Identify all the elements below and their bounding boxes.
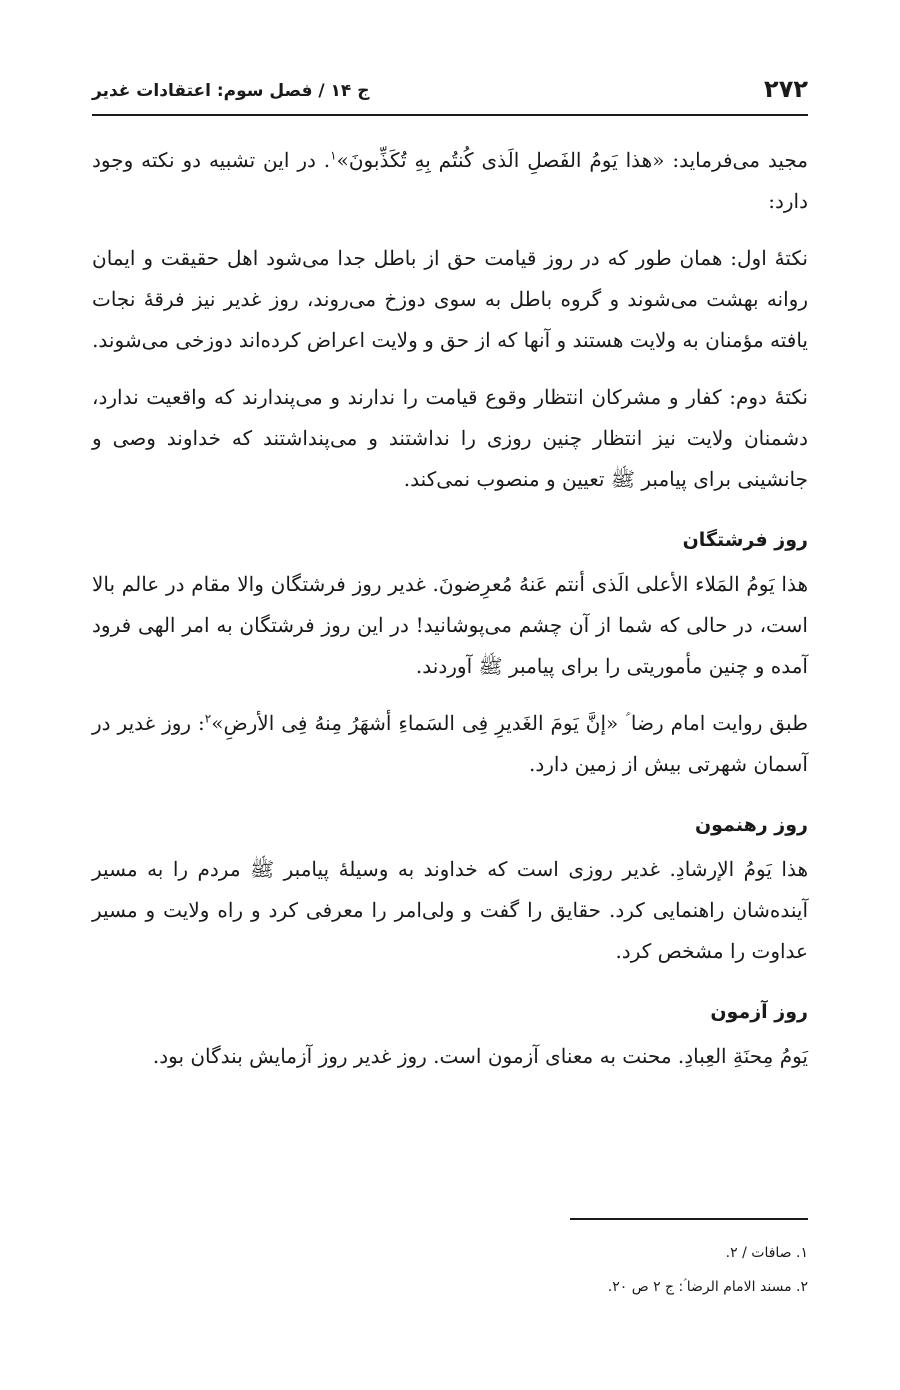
footnote-ref-2[interactable]: ۲ [204,711,212,726]
footnote-ref-1[interactable]: ۱ [330,148,337,163]
footnote-2: ۲. مسند الامام الرضا ؑ: ج ۲ ص ۲۰. [607,1279,808,1295]
paragraph-guidance-day: هذا یَومُ الإرشادِ. غدیر روزی است که خداوند به وسیلهٔ پیامبر ﷺ مردم را به مسیر آینده‌شان راهنمایی کرد. حقایق را گفت و ولی‌امر را معرفی کرد و راه ولایت و مسیر عداوت را مشخص کرد. [92,857,808,963]
paragraph-angels-day: هذا یَومُ المَلاء الأعلی الَذی أنتم عَنهُ مُعرِضونَ. غدیر روز فرشتگان والا مقام در عالم بالا است، در حالی که شما از آن چشم می‌پوشانید! در این روز فرشتگان به امر الهی فرود آمده و چنین مأموریتی را برای پیامبر ﷺ آوردند. [92,572,808,678]
footnotes [92,1236,808,1304]
footnote-divider [570,1218,808,1220]
section-heading-angels-day: روز فرشتگان [682,529,808,551]
page-content [92,140,808,1077]
page-number: ۲۷۲ [764,75,808,103]
book-page [92,0,808,1390]
section-heading-test-day: روز آزمون [710,1001,808,1023]
paragraph-point-one: نکتهٔ اول: همان طور که در روز قیامت حق از باطل جدا می‌شود اهل حقیقت و ایمان روانه بهشت می‌شوند و گروه باطل به سوی دوزخ می‌روند، روز غدیر نیز فرقهٔ نجات یافته مؤمنان به ولایت هستند و آنها که از حق و ولایت اعراض کرده‌اند دوزخی می‌شوند. [92,246,808,352]
paragraph-intro: مجید می‌فرماید: «هذا یَومُ الفَصلِ الَذی کُنتُم بِهِ تُکَذِّبونَ»$^۱$. در این تشبیه دو نکته وجود دارد: [92,148,809,213]
paragraph-point-two: نکتهٔ دوم: کفار و مشرکان انتظار وقوع قیامت را ندارند و می‌پندارند که واقعیت ندارد، دشمنان ولایت نیز انتظار چنین روزی را نداشتند و می‌پنداشتند که خداوند وصی و جانشینی برای پیامبر ﷺ تعیین و منصوب نمی‌کند. [92,385,808,491]
footnote-1: ۱. صافات / ۲. [725,1245,808,1261]
section-heading-guidance-day: روز رهنمون [694,814,808,836]
paragraph-imam-reza-narration: طبق روایت امام رضا ؑ «إنَّ یَومَ الغَدیرِ فِی السَماءِ أشهَرُ مِنهُ فِی الأرضِ»$^۲$: روز غدیر در آسمان شهرتی بیش از زمین دارد. [92,711,808,776]
paragraph-test-day: یَومُ مِحنَةِ العِبادِ. محنت به معنای آزمون است. روز غدیر روز آزمایش بندگان بود. [152,1044,808,1068]
running-title: ج ۱۴ / فصل سوم: اعتقادات غدیر [92,81,370,101]
page-header [92,74,808,116]
